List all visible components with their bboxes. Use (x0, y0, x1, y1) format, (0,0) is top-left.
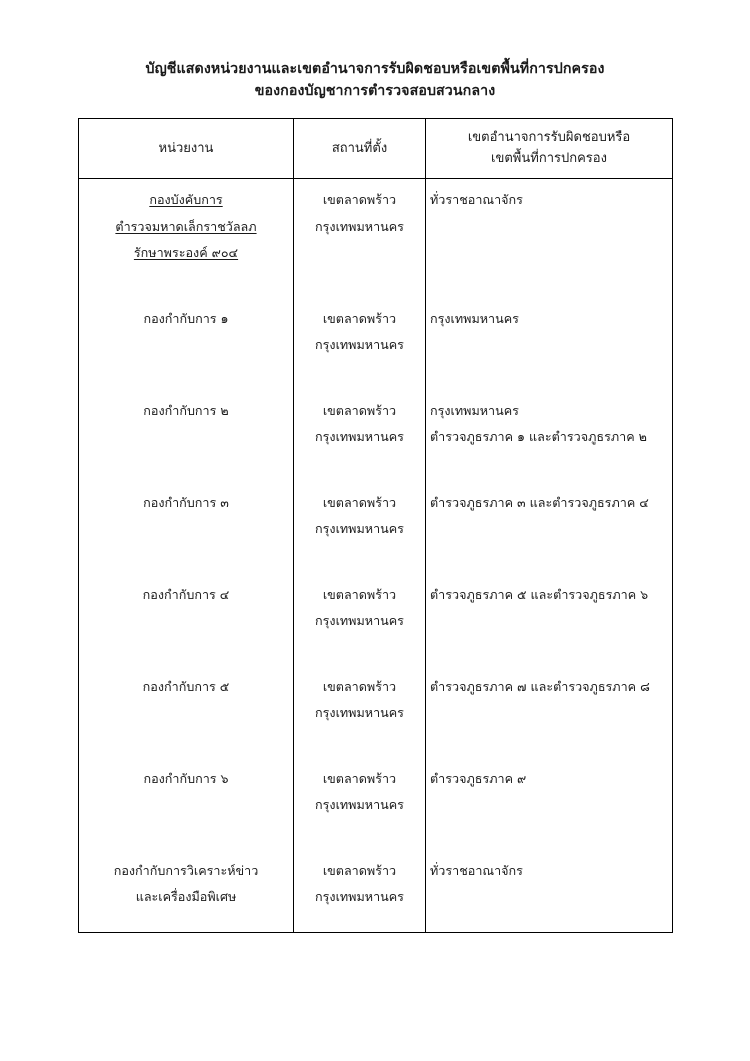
table-row (79, 848, 673, 933)
document-title-line-2: ของกองบัญชาการตำรวจสอบสวนกลาง (254, 83, 496, 99)
cell-unit-line-1: กองกำกับการ ๔ (142, 586, 230, 602)
cell-jurisdiction (426, 179, 673, 296)
table-row (79, 480, 673, 572)
cell-location-line-1: เขตลาดพร้าว (322, 770, 397, 786)
table-row (79, 179, 673, 296)
table-row (79, 388, 673, 480)
cell-location-line-1: เขตลาดพร้าว (322, 586, 397, 602)
cell-location-line-1: เขตลาดพร้าว (322, 494, 397, 510)
document-title (0, 58, 750, 102)
cell-unit-line-1: กองกำกับการ ๓ (143, 494, 229, 510)
cell-jurisdiction-line-1: ตำรวจภูธรภาค ๙ (430, 770, 527, 786)
cell-location-line-2: กรุงเทพมหานคร (315, 218, 404, 234)
table-row (79, 756, 673, 848)
cell-unit (79, 572, 294, 664)
cell-jurisdiction-line-1: กรุงเทพมหานคร (430, 402, 519, 418)
cell-location (294, 179, 426, 296)
cell-jurisdiction (426, 572, 673, 664)
cell-jurisdiction-line-1: กรุงเทพมหานคร (430, 310, 519, 326)
cell-location (294, 756, 426, 848)
cell-unit-line-1: กองกำกับการ ๕ (142, 678, 230, 694)
cell-jurisdiction (426, 296, 673, 388)
table-row (79, 664, 673, 756)
cell-unit-line-2: ตำรวจมหาดเล็กราชวัลลภ (115, 218, 257, 234)
cell-unit (79, 179, 294, 296)
cell-location (294, 572, 426, 664)
cell-location-line-2: กรุงเทพมหานคร (315, 429, 404, 444)
cell-jurisdiction-line-1: ทั่วราชอาณาจักร (430, 862, 523, 878)
column-header-location: สถานที่ตั้ง (294, 119, 426, 179)
cell-location-line-2: กรุงเทพมหานคร (315, 889, 404, 904)
cell-jurisdiction (426, 480, 673, 572)
cell-jurisdiction (426, 388, 673, 480)
cell-location-line-1: เขตลาดพร้าว (322, 678, 397, 694)
cell-location-line-2: กรุงเทพมหานคร (315, 521, 404, 536)
column-header-jurisdiction-line-1: เขตอำนาจการรับผิดชอบหรือ (467, 130, 631, 145)
agency-jurisdiction-table-wrapper (78, 118, 672, 933)
cell-location-line-2: กรุงเทพมหานคร (315, 797, 404, 812)
column-header-jurisdiction (426, 119, 673, 179)
cell-jurisdiction (426, 756, 673, 848)
cell-location-line-2: กรุงเทพมหานคร (315, 613, 404, 628)
table-row (79, 296, 673, 388)
cell-unit-line-1: กองบังคับการ (149, 192, 223, 207)
cell-location (294, 664, 426, 756)
agency-jurisdiction-table (78, 118, 673, 933)
cell-unit-line-3: รักษาพระองค์ ๙๐๔ (133, 245, 239, 260)
cell-unit (79, 480, 294, 572)
cell-unit-line-1: กองกำกับการ ๖ (143, 770, 229, 786)
cell-jurisdiction-line-1: ตำรวจภูธรภาค ๓ และตำรวจภูธรภาค ๔ (430, 494, 649, 510)
cell-jurisdiction (426, 664, 673, 756)
document-title-line-1: บัญชีแสดงหน่วยงานและเขตอำนาจการรับผิดชอบหรือเขตพื้นที่การปกครอง (145, 61, 605, 77)
cell-location-line-1: เขตลาดพร้าว (322, 402, 397, 418)
cell-unit (79, 664, 294, 756)
cell-unit-line-1: กองกำกับการ ๒ (143, 402, 229, 418)
cell-unit (79, 756, 294, 848)
table-body (79, 179, 673, 933)
table-header (79, 119, 673, 179)
table-row (79, 572, 673, 664)
cell-location (294, 848, 426, 933)
cell-unit-line-1: กองกำกับการวิเคราะห์ข่าว (113, 862, 259, 878)
cell-location-line-1: เขตลาดพร้าว (322, 310, 397, 326)
cell-location-line-1: เขตลาดพร้าว (322, 192, 397, 207)
cell-jurisdiction-line-2: ตำรวจภูธรภาค ๑ และตำรวจภูธรภาค ๒ (430, 429, 647, 444)
cell-location (294, 480, 426, 572)
cell-jurisdiction-line-1: ตำรวจภูธรภาค ๗ และตำรวจภูธรภาค ๘ (430, 678, 650, 694)
cell-location-line-2: กรุงเทพมหานคร (315, 337, 404, 352)
cell-location-line-2: กรุงเทพมหานคร (315, 705, 404, 720)
column-header-jurisdiction-line-2: เขตพื้นที่การปกครอง (491, 151, 607, 166)
cell-unit-line-2: และเครื่องมือพิเศษ (135, 889, 237, 904)
table-header-row (79, 119, 673, 179)
cell-location-line-1: เขตลาดพร้าว (322, 862, 397, 878)
cell-jurisdiction-line-1: ทั่วราชอาณาจักร (430, 192, 523, 207)
cell-unit-line-1: กองกำกับการ ๑ (143, 310, 229, 326)
cell-location (294, 296, 426, 388)
column-header-unit: หน่วยงาน (79, 119, 294, 179)
cell-unit (79, 296, 294, 388)
cell-jurisdiction (426, 848, 673, 933)
cell-unit (79, 848, 294, 933)
cell-location (294, 388, 426, 480)
cell-jurisdiction-line-1: ตำรวจภูธรภาค ๕ และตำรวจภูธรภาค ๖ (430, 586, 649, 602)
cell-unit (79, 388, 294, 480)
